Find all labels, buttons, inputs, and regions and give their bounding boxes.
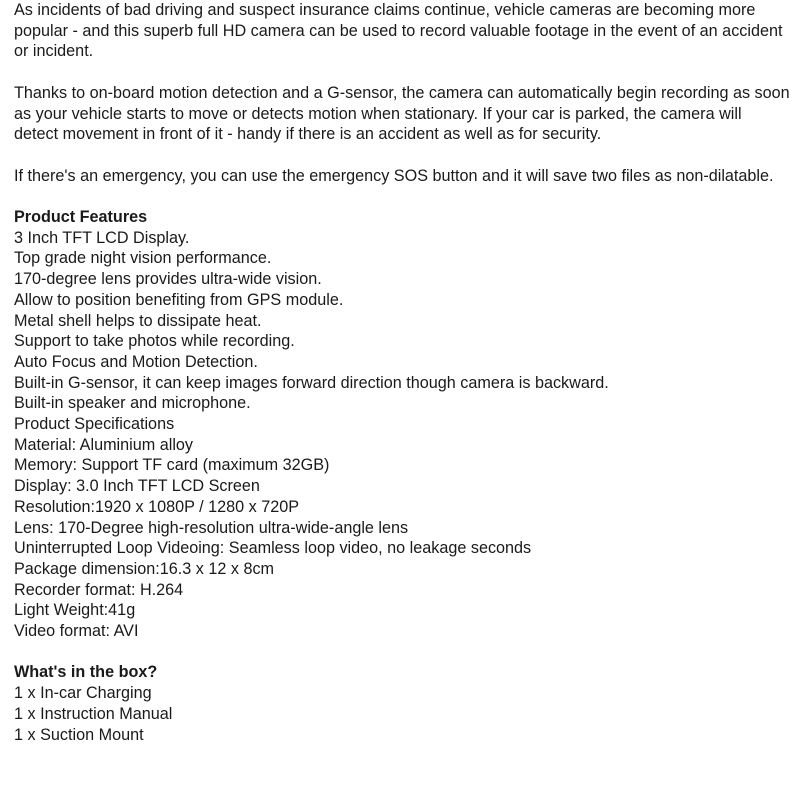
- spec-item: Material: Aluminium alloy: [14, 435, 194, 454]
- features-heading: Product Features: [14, 207, 148, 226]
- spec-item: Package dimension:16.3 x 12 x 8cm: [14, 559, 275, 578]
- spec-item: Display: 3.0 Inch TFT LCD Screen: [14, 477, 260, 496]
- feature-item: Metal shell helps to dissipate heat.: [14, 311, 262, 330]
- box-contents-section: [14, 662, 790, 745]
- feature-item: Allow to position benefiting from GPS module.: [14, 290, 344, 309]
- paragraph-spacer: [14, 62, 790, 83]
- intro-paragraph-3: If there's an emergency, you can use the emergency SOS button and it will save two files as non-dilatable.: [14, 166, 774, 185]
- feature-item: Support to take photos while recording.: [14, 332, 295, 351]
- spec-item: Uninterrupted Loop Videoing: Seamless loop video, no leakage seconds: [14, 539, 532, 558]
- specifications-heading: Product Specifications: [14, 415, 175, 434]
- feature-item: Auto Focus and Motion Detection.: [14, 352, 258, 371]
- spec-item: Recorder format: H.264: [14, 580, 184, 599]
- feature-item: Top grade night vision performance.: [14, 249, 272, 268]
- feature-item: Built-in speaker and microphone.: [14, 394, 251, 413]
- box-contents-heading: What's in the box?: [14, 663, 158, 682]
- feature-item: 170-degree lens provides ultra-wide vision.: [14, 270, 322, 289]
- spec-item: Memory: Support TF card (maximum 32GB): [14, 456, 330, 475]
- paragraph-spacer: [14, 186, 790, 207]
- intro-paragraph-1: As incidents of bad driving and suspect insurance claims continue, vehicle cameras are becoming more popular - and this superb full HD camera can be used to record valuable footage in the event of an accident or incident.: [14, 1, 783, 61]
- box-item: 1 x In-car Charging: [14, 684, 152, 703]
- specifications-section: [14, 414, 790, 642]
- paragraph-spacer: [14, 642, 790, 663]
- spec-item: Light Weight:41g: [14, 601, 136, 620]
- features-section: [14, 207, 790, 414]
- spec-item: Video format: AVI: [14, 622, 139, 641]
- feature-item: 3 Inch TFT LCD Display.: [14, 228, 190, 247]
- spec-item: Resolution:1920 x 1080P / 1280 x 720P: [14, 497, 299, 516]
- box-item: 1 x Instruction Manual: [14, 704, 173, 723]
- spec-item: Lens: 170-Degree high-resolution ultra-wide-angle lens: [14, 518, 409, 537]
- paragraph-spacer: [14, 145, 790, 166]
- intro-paragraph-2: Thanks to on-board motion detection and a G-sensor, the camera can automatically begin recording as soon as your vehicle starts to move or detects motion when stationary. If your car is parked, the camera will detect movement in front of it - handy if there is an accident as well as for security.: [14, 83, 790, 144]
- feature-item: Built-in G-sensor, it can keep images forward direction though camera is backward.: [14, 373, 609, 392]
- box-item: 1 x Suction Mount: [14, 725, 144, 744]
